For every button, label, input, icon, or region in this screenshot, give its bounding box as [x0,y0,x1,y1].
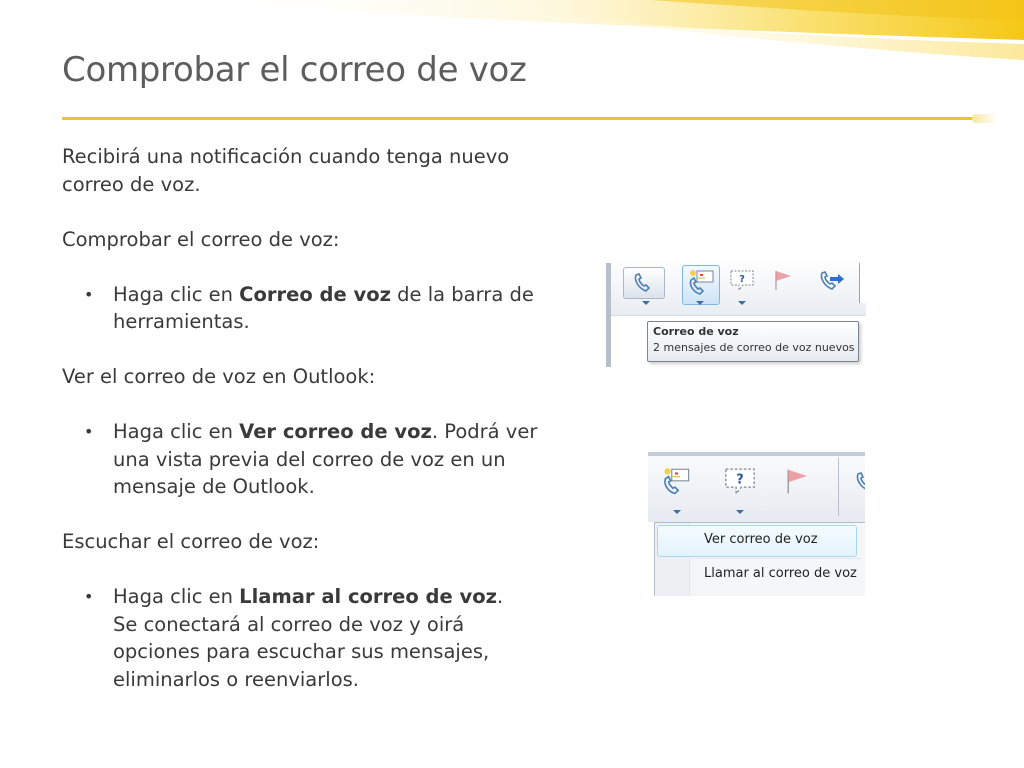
help-button[interactable] [722,464,758,500]
chevron-down-icon[interactable] [696,301,704,305]
svg-text:?: ? [736,472,744,488]
chevron-down-icon[interactable] [642,301,650,305]
voicemail-tooltip [647,321,859,362]
chevron-down-icon[interactable] [736,510,744,514]
help-icon [728,267,756,295]
menu-item-llamar-correo[interactable]: Llamar al correo de voz [704,566,857,581]
underline-glow [972,114,998,123]
section-heading-check: Comprobar el correo de voz: [62,227,340,251]
menu-item-ver-correo[interactable]: Ver correo de voz [704,532,818,547]
help-icon [722,464,758,500]
phone-icon [846,464,865,500]
phone-button[interactable] [846,464,865,500]
emphasis-ver-correo-de-voz: Ver correo de voz [239,420,432,443]
call-forward-icon [816,267,846,295]
bullet-glyph: • [84,284,94,304]
call-forward-button[interactable] [816,267,846,295]
flag-icon [771,267,795,293]
svg-text:?: ? [739,274,745,285]
flag-button[interactable] [771,267,795,293]
toolbar-screenshot [606,263,866,367]
bullet-glyph: • [84,587,94,606]
title-underline [62,117,972,120]
tooltip-title: Correo de voz [653,325,739,338]
bullet-toolbar: • Haga clic en Correo de voz de la barra de herramientas. [84,282,534,333]
bullet-glyph: • [84,422,94,441]
section-heading-outlook: Ver el correo de voz en Outlook: [62,365,376,388]
chevron-down-icon[interactable] [673,510,681,514]
bullet-ver-correo: • Haga clic en Ver correo de voz. Podrá ver una vista previa del correo de voz en un mensaje de Outlook. [84,420,538,498]
chevron-down-icon[interactable] [738,301,746,305]
slide-body [62,143,562,693]
voicemail-icon [656,464,696,504]
phone-icon [624,268,664,298]
intro-paragraph: Recibirá una notificación cuando tenga nuevo correo de voz. [62,145,510,196]
phone-button[interactable] [623,267,665,299]
help-button[interactable] [728,267,756,295]
emphasis-correo-de-voz: Correo de voz [239,282,391,306]
voicemail-icon [683,266,719,304]
emphasis-llamar-al-correo: Llamar al correo de voz [239,585,497,608]
voicemail-button[interactable] [682,265,720,305]
voicemail-button[interactable] [656,464,696,504]
flag-icon [782,464,812,498]
flag-button[interactable] [782,464,812,498]
slide-title: Comprobar el correo de voz [62,50,527,90]
section-heading-listen: Escuchar el correo de voz: [62,530,320,553]
tooltip-text: 2 mensajes de correo de voz nuevos [653,341,855,354]
bullet-llamar: • Haga clic en Llamar al correo de voz. Se conectará al correo de voz y oirá opciones para escuchar sus mensajes, eliminarlos o reenviarlos. [84,585,504,691]
menu-screenshot [648,452,865,596]
voicemail-dropdown-menu [654,522,865,596]
